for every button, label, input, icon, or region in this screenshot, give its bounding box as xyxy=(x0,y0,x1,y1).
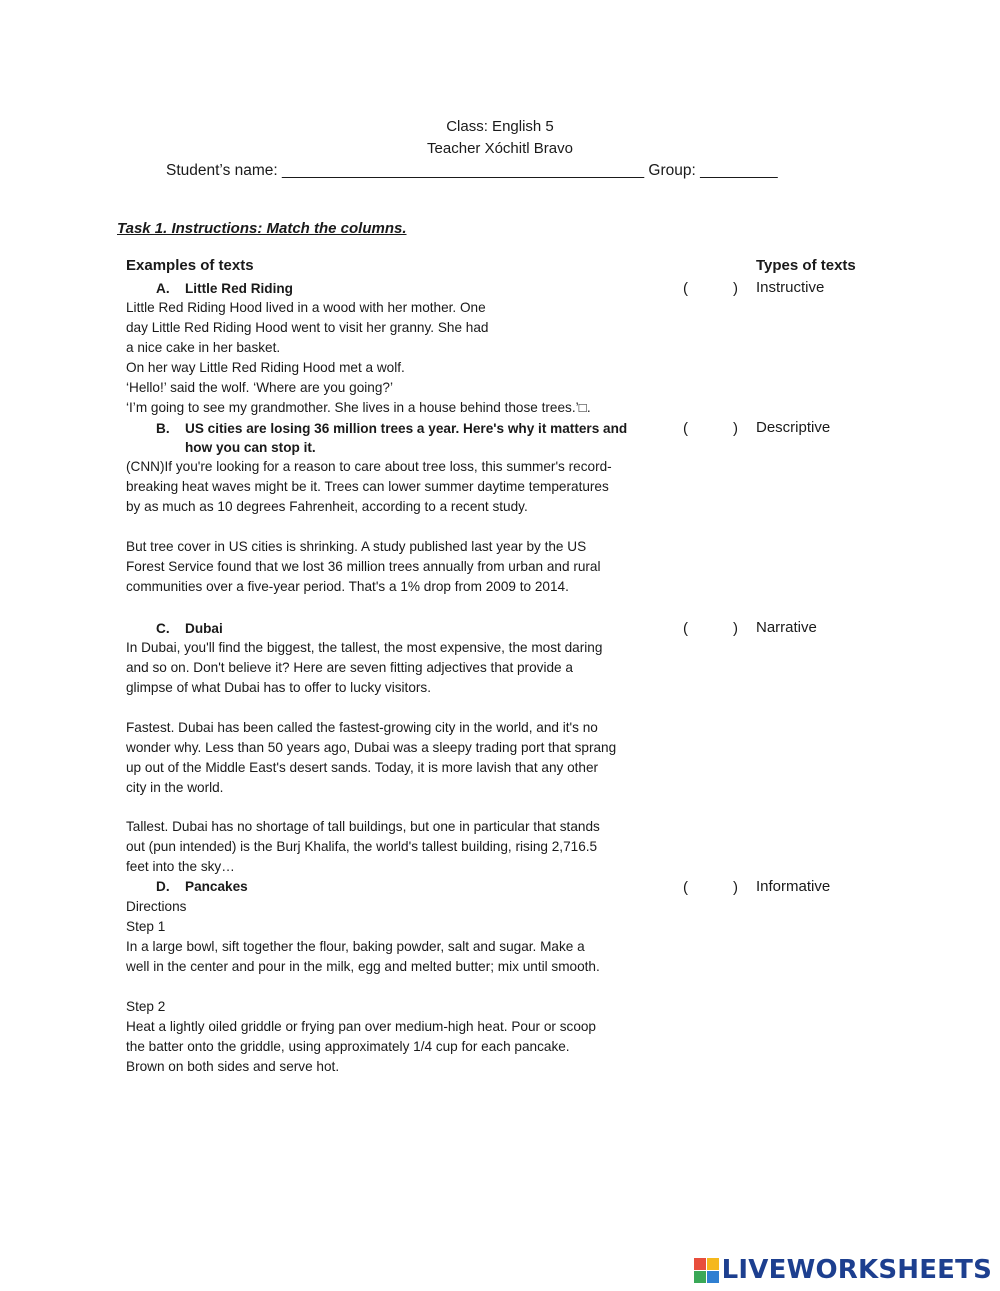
text-line: day Little Red Riding Hood went to visit her granny. She had xyxy=(126,320,489,335)
item-b-body-2 xyxy=(126,537,601,597)
item-letter: D. xyxy=(156,879,170,894)
answer-open-paren: ( xyxy=(683,620,688,637)
teacher-line: Teacher Xóchitl Bravo xyxy=(427,140,573,157)
text-line: (CNN)If you're looking for a reason to care about tree loss, this summer's record- xyxy=(126,459,612,474)
text-line: feet into the sky… xyxy=(126,859,235,874)
answer-open-paren: ( xyxy=(683,879,688,896)
text-line: Forest Service found that we lost 36 million trees annually from urban and rural xyxy=(126,559,601,574)
item-letter: C. xyxy=(156,621,170,636)
item-title-text: how you can stop it. xyxy=(185,440,316,455)
answer-box-c[interactable] xyxy=(692,619,730,639)
logo-block xyxy=(707,1271,719,1283)
text-line: up out of the Middle East's desert sands. Today, it is more lavish that any other xyxy=(126,760,599,775)
text-line: city in the world. xyxy=(126,780,224,795)
answer-close-paren: ) xyxy=(733,420,738,437)
text-line: a nice cake in her basket. xyxy=(126,340,281,355)
text-line: Brown on both sides and serve hot. xyxy=(126,1059,340,1074)
text-line: glimpse of what Dubai has to offer to lucky visitors. xyxy=(126,680,431,695)
text-line: Little Red Riding Hood lived in a wood with her mother. One xyxy=(126,300,486,315)
type-informative: Informative xyxy=(756,878,831,895)
item-title-text: Little Red Riding xyxy=(185,281,293,296)
student-name-group-line: Student’s name: __________________________________________ Group: _________ xyxy=(166,162,778,179)
type-descriptive: Descriptive xyxy=(756,419,831,436)
item-b-title xyxy=(156,419,627,457)
text-line: the batter onto the griddle, using approximately 1/4 cup for each pancake. xyxy=(126,1039,570,1054)
text-line: wonder why. Less than 50 years ago, Dubai was a sleepy trading port that sprang xyxy=(126,740,617,755)
text-line: ‘I’m going to see my grandmother. She lives in a house behind those trees.’□. xyxy=(126,400,591,415)
answer-open-paren: ( xyxy=(683,280,688,297)
liveworksheets-logo xyxy=(694,1255,992,1285)
text-line: and so on. Don't believe it? Here are seven fitting adjectives that provide a xyxy=(126,660,573,675)
type-instructive: Instructive xyxy=(756,279,825,296)
logo-text: LIVEWORKSHEETS xyxy=(721,1255,992,1285)
text-line: Fastest. Dubai has been called the fastest-growing city in the world, and it's no xyxy=(126,720,598,735)
answer-box-a[interactable] xyxy=(692,279,730,299)
item-c-body-2 xyxy=(126,718,616,798)
logo-blocks-icon xyxy=(694,1258,719,1283)
logo-block xyxy=(694,1271,706,1283)
answer-open-paren: ( xyxy=(683,420,688,437)
item-title-text: Dubai xyxy=(185,621,223,636)
item-d-body-1 xyxy=(126,897,600,977)
task-title: Task 1. Instructions: Match the columns. xyxy=(117,220,407,237)
item-a-title xyxy=(156,279,293,298)
text-line: ‘Hello!’ said the wolf. ‘Where are you going?’ xyxy=(126,380,393,395)
text-line: breaking heat waves might be it. Trees can lower summer daytime temperatures xyxy=(126,479,609,494)
text-line: Heat a lightly oiled griddle or frying pan over medium-high heat. Pour or scoop xyxy=(126,1019,596,1034)
item-c-title xyxy=(156,619,223,638)
item-letter: A. xyxy=(156,281,170,296)
text-line: Tallest. Dubai has no shortage of tall buildings, but one in particular that stands xyxy=(126,819,600,834)
item-d-body-2 xyxy=(126,997,596,1077)
answer-box-d[interactable] xyxy=(692,878,730,898)
text-line: But tree cover in US cities is shrinking. A study published last year by the US xyxy=(126,539,587,554)
answer-close-paren: ) xyxy=(733,280,738,297)
text-line: In Dubai, you'll find the biggest, the tallest, the most expensive, the most daring xyxy=(126,640,603,655)
item-c-body-3 xyxy=(126,817,600,877)
class-line: Class: English 5 xyxy=(446,118,554,135)
answer-close-paren: ) xyxy=(733,620,738,637)
text-line: Step 2 xyxy=(126,999,166,1014)
item-letter: B. xyxy=(156,421,170,436)
text-line: well in the center and pour in the milk, egg and melted butter; mix until smooth. xyxy=(126,959,600,974)
item-d-title xyxy=(156,877,248,896)
examples-heading: Examples of texts xyxy=(126,257,254,274)
types-heading: Types of texts xyxy=(756,257,856,274)
logo-block xyxy=(694,1258,706,1270)
text-line: by as much as 10 degrees Fahrenheit, according to a recent study. xyxy=(126,499,528,514)
text-line: Step 1 xyxy=(126,919,166,934)
text-line: Directions xyxy=(126,899,187,914)
text-line: In a large bowl, sift together the flour, baking powder, salt and sugar. Make a xyxy=(126,939,585,954)
text-line: out (pun intended) is the Burj Khalifa, the world's tallest building, rising 2,716.5 xyxy=(126,839,598,854)
logo-block xyxy=(707,1258,719,1270)
item-a-body xyxy=(126,298,591,418)
item-title-text: US cities are losing 36 million trees a year. Here's why it matters and xyxy=(185,421,628,436)
text-line: On her way Little Red Riding Hood met a wolf. xyxy=(126,360,405,375)
answer-box-b[interactable] xyxy=(692,419,730,439)
text-line: communities over a five-year period. That's a 1% drop from 2009 to 2014. xyxy=(126,579,569,594)
item-c-body-1 xyxy=(126,638,602,698)
item-b-body-1 xyxy=(126,457,612,517)
item-title-text: Pancakes xyxy=(185,879,248,894)
answer-close-paren: ) xyxy=(733,879,738,896)
type-narrative: Narrative xyxy=(756,619,817,636)
